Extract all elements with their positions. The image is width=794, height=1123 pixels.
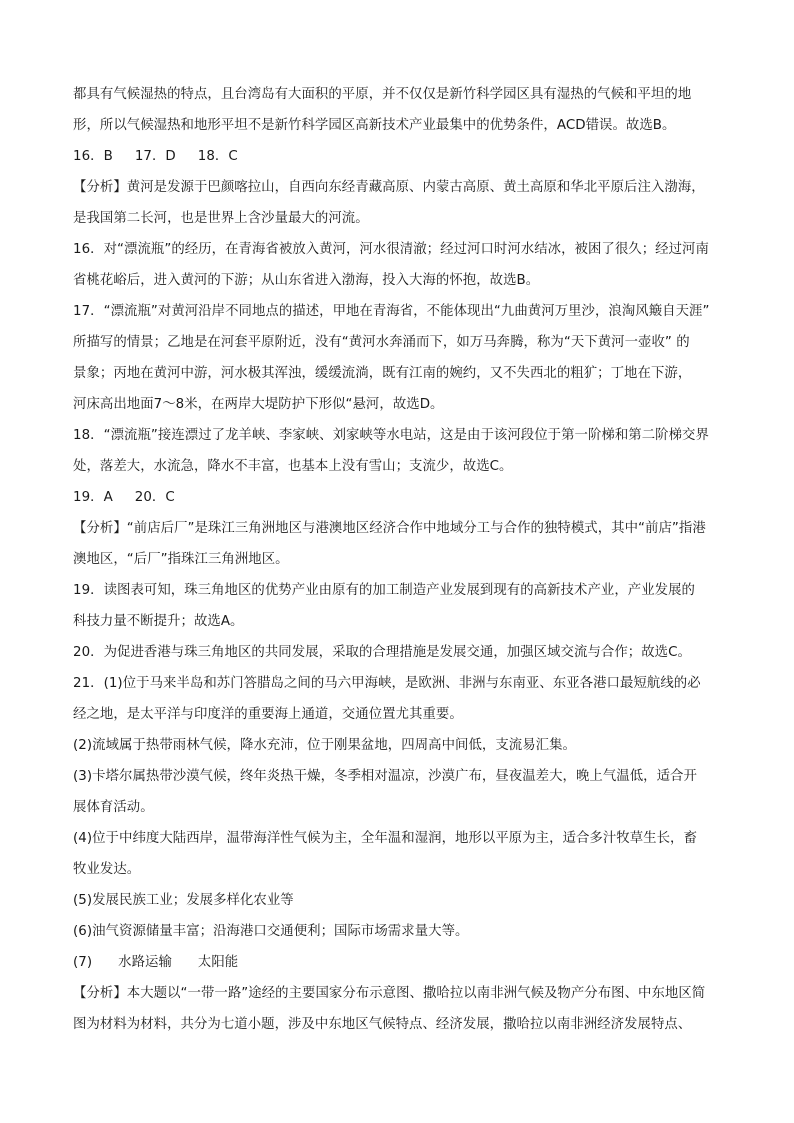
text-line: (5)发展民族工业；发展多样化农业等 xyxy=(73,893,294,908)
answer-16: 16．B xyxy=(73,149,113,164)
text-line: 【分析】“前店后厂”是珠江三角洲地区与港澳地区经济合作中地域分工与合作的独特模式，其中“前店”指港 xyxy=(73,521,706,536)
text-line: 河床高出地面7～8米，在两岸大堤防护下形似“悬河，故选D。 xyxy=(73,397,444,412)
text-line: 形，所以气候湿热和地形平坦不是新竹科学园区高新技术产业最集中的优势条件，ACD错误。故选B。 xyxy=(73,118,676,133)
text-line: 所描写的情景；乙地是在河套平原附近，没有“黄河水奔涌而下，如万马奔腾，称为“天下黄河一壶收” 的 xyxy=(73,335,690,350)
text-line: 20．为促进香港与珠三角地区的共同发展，采取的合理措施是发展交通，加强区域交流与合作；故选C。 xyxy=(73,645,691,660)
text-line: 省桃花峪后，进入黄河的下游；从山东省进入渤海，投入大海的怀抱，故选B。 xyxy=(73,273,540,288)
text-line: (6)油气资源储量丰富；沿海港口交通便利；国际市场需求量大等。 xyxy=(73,924,469,939)
text-line: 19．读图表可知，珠三角地区的优势产业由原有的加工制造产业发展到现有的高新技术产业，产业发展的 xyxy=(73,583,695,598)
text-line: 17．“漂流瓶”对黄河沿岸不同地点的描述，甲地在青海省，不能体现出“九曲黄河万里沙，浪淘风簸自天涯” xyxy=(73,304,710,319)
text-line: 景象；丙地在黄河中游，河水极其浑浊，缓缓流淌，既有江南的婉约，又不失西北的粗犷；丁地在下游， xyxy=(73,366,692,381)
text-line: 牧业发达。 xyxy=(73,862,141,877)
text-line: (4)位于中纬度大陆西岸，温带海洋性气候为主，全年温和湿润，地形以平原为主，适合多汁牧草生长，畜 xyxy=(73,831,697,846)
document-page xyxy=(73,79,723,1040)
text-line: 图为材料为材料，共分为七道小题，涉及中东地区气候特点、经济发展，撒哈拉以南非洲经济发展特点、 xyxy=(73,1017,692,1032)
text-line: 科技力量不断提升；故选A。 xyxy=(73,614,244,629)
text-line: 18．“漂流瓶”接连漂过了龙羊峡、李家峡、刘家峡等水电站，这是由于该河段位于第一阶梯和第二阶梯交界 xyxy=(73,428,709,443)
answer-19: 19．A xyxy=(73,490,113,505)
answer-line-19-20 xyxy=(73,482,723,513)
answer-17: 17．D xyxy=(134,149,176,164)
text-line: 【分析】本大题以“一带一路”途经的主要国家分布示意图、撒哈拉以南非洲气候及物产分布图、中东地区简 xyxy=(73,986,706,1001)
text-line: 处，落差大，水流急，降水不丰富，也基本上没有雪山；支流少，故选C。 xyxy=(73,459,513,474)
answer-18: 18．C xyxy=(197,149,238,164)
answer-line-16-18 xyxy=(73,141,723,172)
answer-7-number: (7) xyxy=(73,955,93,970)
text-line: 澳地区，“后厂”指珠江三角洲地区。 xyxy=(73,552,289,567)
answer-line-7 xyxy=(73,947,723,978)
text-line: (3)卡塔尔属热带沙漠气候，终年炎热干燥，冬季相对温凉，沙漠广布，昼夜温差大，晚上气温低，适合开 xyxy=(73,769,697,784)
text-line: 【分析】黄河是发源于巴颜喀拉山，自西向东经青藏高原、内蒙古高原、黄土高原和华北平原后注入渤海， xyxy=(73,180,705,195)
answer-7-energy: 太阳能 xyxy=(197,955,239,970)
text-line: 16．对“漂流瓶”的经历，在青海省被放入黄河，河水很清澈；经过河口时河水结冰，被困了很久；经过河南 xyxy=(73,242,709,257)
text-line: 经之地，是太平洋与印度洋的重要海上通道，交通位置尤其重要。 xyxy=(73,707,463,722)
answer-7-transport: 水路运输 xyxy=(118,955,172,970)
text-line: 都具有气候湿热的特点，且台湾岛有大面积的平原，并不仅仅是新竹科学园区具有湿热的气候和平坦的地 xyxy=(73,87,692,102)
answer-20: 20．C xyxy=(134,490,175,505)
text-line: 21．(1)位于马来半岛和苏门答腊岛之间的马六甲海峡，是欧洲、非洲与东南亚、东亚各港口最短航线的必 xyxy=(73,676,701,691)
text-line: 是我国第二长河，也是世界上含沙量最大的河流。 xyxy=(73,211,369,226)
text-line: (2)流域属于热带雨林气候，降水充沛，位于刚果盆地，四周高中间低，支流易汇集。 xyxy=(73,738,576,753)
text-line: 展体育活动。 xyxy=(73,800,154,815)
